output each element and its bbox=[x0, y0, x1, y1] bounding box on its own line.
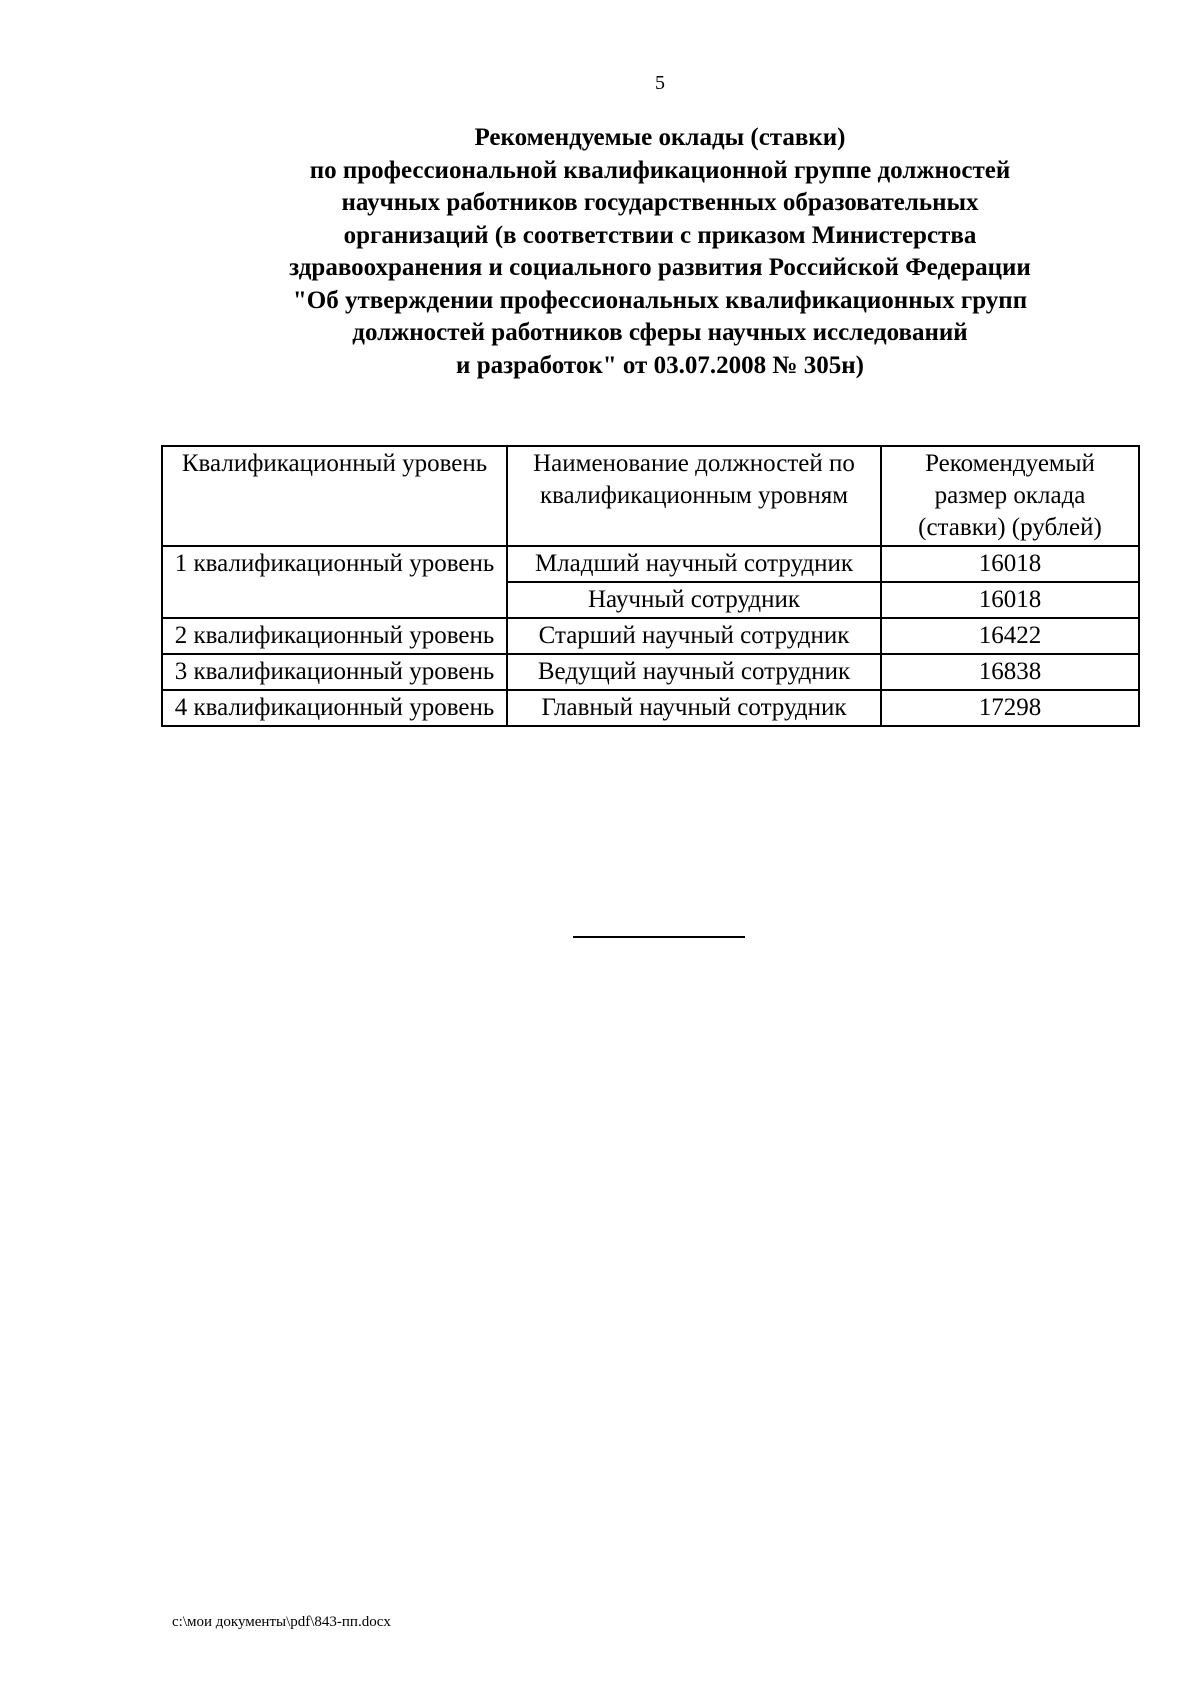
table-header-row bbox=[162, 446, 1139, 546]
salary-cell: 17298 bbox=[881, 690, 1139, 726]
position-name-cell: Младший научный сотрудник bbox=[507, 546, 881, 582]
title-line: и разработок" от 03.07.2008 № 305н) bbox=[456, 351, 864, 379]
qualification-level-cell: 1 квалификационный уровень bbox=[162, 546, 507, 618]
header-position-name: Наименование должностей по квалификационным уровням bbox=[507, 446, 881, 546]
qualification-level-cell: 3 квалификационный уровень bbox=[162, 654, 507, 690]
qualification-level-cell: 2 квалификационный уровень bbox=[162, 618, 507, 654]
position-name-cell: Главный научный сотрудник bbox=[507, 690, 881, 726]
table-row bbox=[162, 690, 1139, 726]
qualification-level-cell: 4 квалификационный уровень bbox=[162, 690, 507, 726]
title-line: по профессиональной квалификационной группе должностей bbox=[309, 156, 1011, 184]
page-number: 5 bbox=[655, 72, 665, 94]
position-name-cell: Старший научный сотрудник bbox=[507, 618, 881, 654]
table-row bbox=[162, 654, 1139, 690]
position-name-cell: Ведущий научный сотрудник bbox=[507, 654, 881, 690]
table-row bbox=[162, 546, 1139, 582]
position-name-cell: Научный сотрудник bbox=[507, 582, 881, 618]
title-line: "Об утверждении профессиональных квалификационных групп bbox=[292, 286, 1028, 314]
table-row bbox=[162, 618, 1139, 654]
title-line: научных работников государственных образовательных bbox=[341, 189, 979, 216]
title-line: здравоохранения и социального развития Российской Федерации bbox=[289, 254, 1031, 281]
title-line: должностей работников сферы научных исследований bbox=[352, 319, 968, 346]
title-line: организаций (в соответствии с приказом Министерства bbox=[343, 221, 977, 249]
salary-cell: 16018 bbox=[881, 582, 1139, 618]
salary-cell: 16422 bbox=[881, 618, 1139, 654]
salary-cell: 16018 bbox=[881, 546, 1139, 582]
footer-file-path: c:\мои документы\pdf\843-пп.docx bbox=[172, 1614, 391, 1630]
header-qualification-level: Квалификационный уровень bbox=[162, 446, 507, 546]
title-line: Рекомендуемые оклады (ставки) bbox=[474, 124, 846, 151]
document-title bbox=[160, 122, 1160, 382]
end-of-document-rule bbox=[573, 936, 745, 938]
header-recommended-salary: Рекомендуемый размер оклада (ставки) (рублей) bbox=[881, 446, 1139, 546]
salary-table bbox=[161, 445, 1140, 727]
salary-cell: 16838 bbox=[881, 654, 1139, 690]
